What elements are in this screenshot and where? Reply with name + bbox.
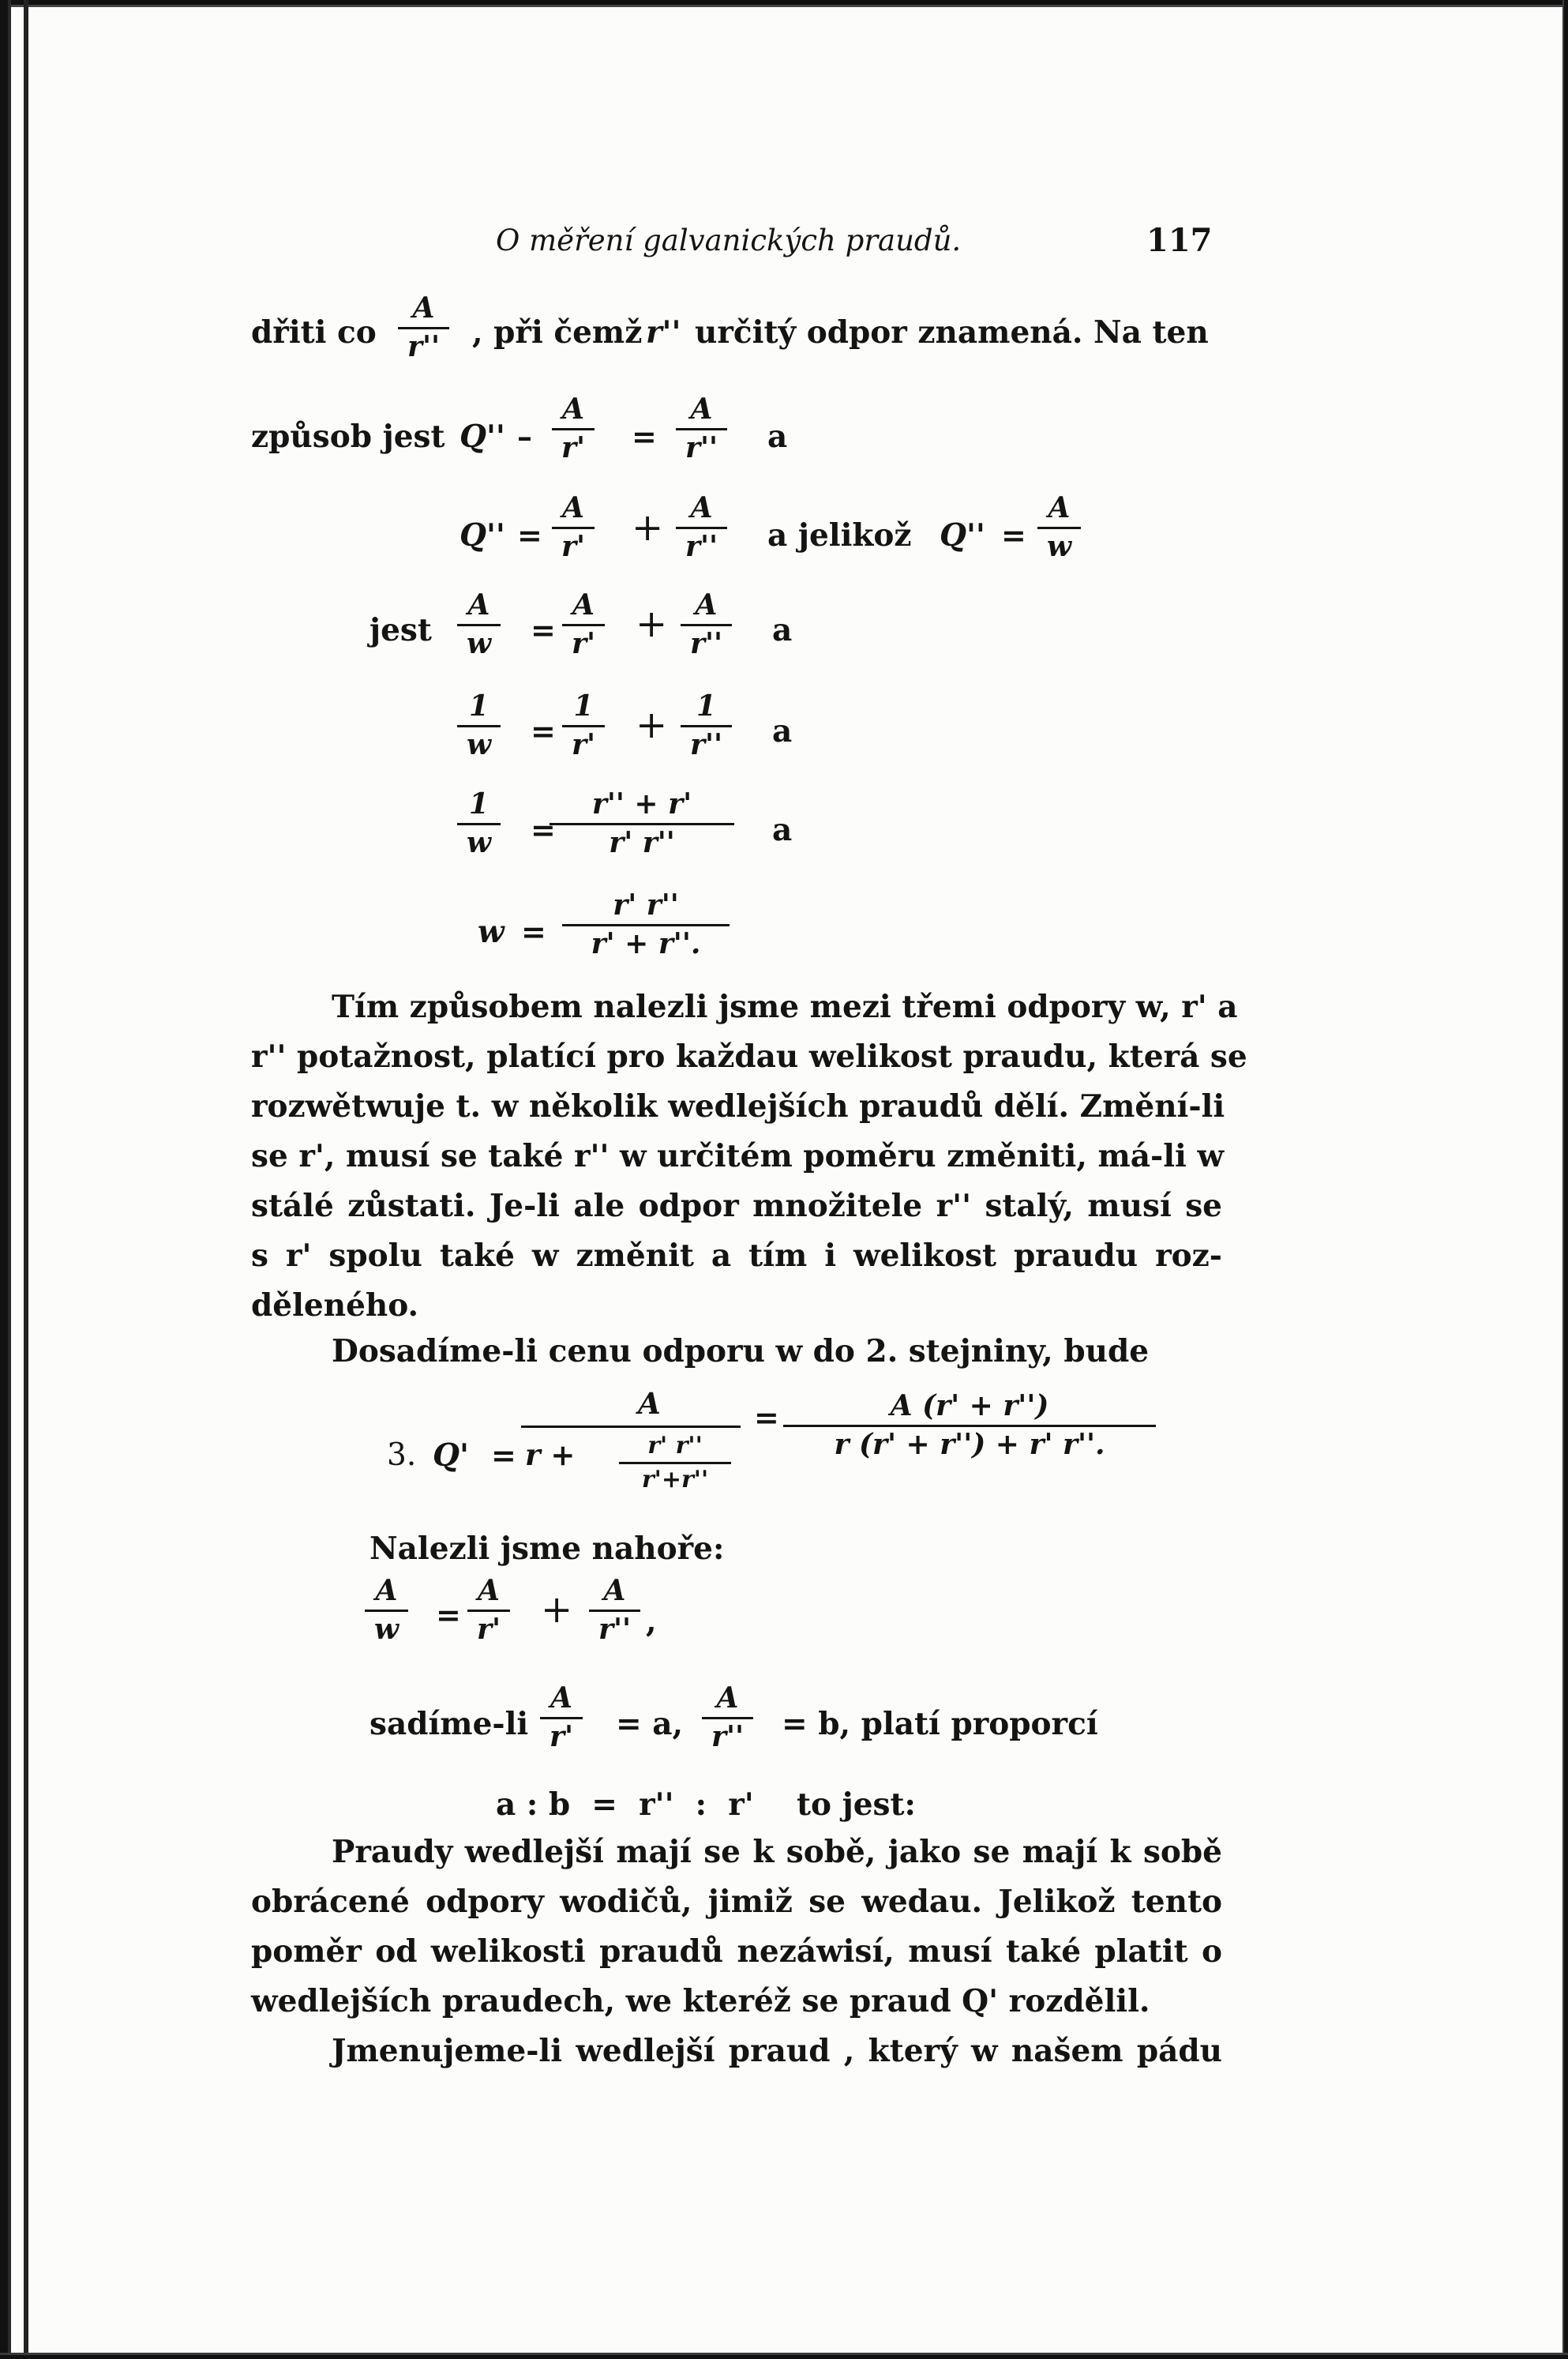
- eq-big-right-fraction: [788, 1389, 1151, 1461]
- numerator: 1: [696, 689, 717, 723]
- eq5-equals: =: [531, 812, 556, 847]
- numerator: A: [1048, 491, 1071, 524]
- denominator: r': [562, 624, 605, 659]
- denominator: w: [457, 823, 501, 858]
- intro-line1-b: , při čemž: [472, 314, 643, 351]
- denominator: r'': [681, 725, 732, 761]
- eq5-a: a: [772, 812, 793, 848]
- page-number: 117: [1146, 222, 1213, 259]
- eq7-frac-A-r1: [472, 1576, 505, 1645]
- eq-big-numerator-A: A: [638, 1386, 661, 1421]
- eq3-jest: jest: [369, 612, 432, 648]
- intro-line1-c: určitý odpor znamená. Na ten: [695, 314, 1209, 351]
- numerator: 1: [468, 689, 490, 723]
- denominator: r'+r'': [619, 1462, 731, 1493]
- denominator: w: [457, 624, 501, 659]
- eq4-frac-1-w: [462, 689, 496, 761]
- denominator: r'': [702, 1717, 753, 1752]
- denominator: r'': [398, 327, 449, 362]
- eq1-a: a: [767, 419, 788, 455]
- numerator: r' r'': [613, 888, 679, 922]
- eq2-frac-A-w: [1042, 491, 1076, 563]
- eq2-frac-A-r1: [557, 491, 590, 563]
- numerator: r'' + r': [591, 787, 692, 821]
- denominator: r': [467, 1610, 510, 1645]
- numerator: A: [562, 491, 584, 524]
- eq2-equals-b: =: [1001, 517, 1026, 553]
- denominator: w: [457, 725, 501, 761]
- intro-r2: r'': [646, 314, 681, 351]
- eq2-jelikoz: a jelikož: [767, 517, 912, 554]
- numerator: r' r'': [647, 1432, 703, 1459]
- numerator: A: [572, 588, 595, 622]
- numerator: A: [478, 1574, 500, 1607]
- eq7-plus: +: [541, 1587, 573, 1632]
- paragraph-1-line-7: děleného.: [251, 1287, 419, 1324]
- eq2-frac-A-r2: [681, 491, 722, 563]
- paragraph-2-line-3: poměr od welikosti praudů nezáwisí, musí také platit o: [251, 1933, 1222, 1970]
- paragraph-1: [251, 982, 1247, 1331]
- sadime-b-part: = b, platí proporcí: [782, 1706, 1098, 1742]
- denominator: r': [552, 527, 595, 562]
- eq4-frac-1-r2: [685, 689, 727, 761]
- intro-line1-a: dřiti co: [251, 314, 377, 351]
- eq4-a: a: [772, 713, 793, 749]
- running-header-title: O měření galvanických praudů.: [496, 224, 962, 257]
- eq7-equals: =: [436, 1597, 461, 1632]
- eq1-frac-A-r2: [681, 395, 722, 464]
- fraction-A-over-r2: [403, 291, 445, 363]
- eq3-equals: =: [531, 612, 556, 648]
- denominator: r'': [676, 428, 727, 464]
- numerator: A: [562, 393, 584, 426]
- numerator: A: [467, 588, 490, 622]
- eq2-Q2: Q'': [460, 517, 505, 554]
- numerator: A: [716, 1681, 739, 1715]
- eq4-frac-1-r1: [567, 689, 600, 761]
- numerator: A: [690, 393, 713, 426]
- sadime-label: sadíme-li: [369, 1706, 529, 1742]
- denominator: r' r'': [550, 823, 734, 858]
- eq2-Q2b: Q'': [940, 517, 985, 554]
- paragraph-1-line-6: s r' spolu také w změnit a tím i welikost praudu roz-: [251, 1238, 1222, 1274]
- numerator: A: [375, 1574, 398, 1607]
- paragraph-2-line-2: obrácené odpory wodičů, jimiž se wedau. Jelikož tento: [251, 1884, 1222, 1920]
- scan-border-left: [0, 0, 30, 2359]
- eq3-a: a: [772, 612, 793, 648]
- paragraph-2: [251, 1827, 1222, 2076]
- denominator: r'': [589, 1610, 640, 1645]
- eq5-frac-1-w: [462, 787, 496, 859]
- eq-big-equals: =: [491, 1437, 516, 1473]
- denominator: r': [552, 428, 595, 464]
- denominator: r'': [681, 624, 732, 659]
- eq4-equals: =: [531, 713, 556, 749]
- eq2-equals: =: [517, 517, 542, 553]
- eq1-minus: –: [517, 419, 532, 454]
- eq2-plus: +: [632, 505, 664, 550]
- numerator: A: [695, 588, 718, 622]
- eq3-frac-A-r1: [567, 588, 600, 660]
- eq1-equals: =: [632, 419, 657, 454]
- denominator: r': [562, 725, 605, 761]
- eq5-frac-sum-over-product: [554, 787, 730, 859]
- intro-line2-label: způsob jest: [251, 419, 445, 455]
- eq3-number: 3.: [387, 1437, 417, 1473]
- denominator: r'': [676, 527, 727, 562]
- sadime-a-part: = a,: [616, 1706, 684, 1742]
- nalezli-line: Nalezli jsme nahoře:: [369, 1531, 725, 1567]
- eq3-frac-A-w: [462, 588, 496, 660]
- eq3-plus: +: [636, 602, 668, 646]
- eq7-comma: ,: [646, 1603, 657, 1640]
- eq-big-inner-fraction: [624, 1433, 726, 1492]
- eq3-frac-A-r2: [685, 588, 727, 660]
- eq6-w: w: [478, 914, 505, 950]
- numerator: A: [603, 1574, 626, 1607]
- eq4-plus: +: [636, 703, 668, 747]
- sadime-frac-A-r1: [545, 1681, 578, 1753]
- paragraph-1-line-1: Tím způsobem nalezli jsme mezi třemi odpory w, r' a: [332, 989, 1238, 1025]
- eq1-frac-A-r1: [557, 395, 590, 464]
- numerator: 1: [468, 787, 490, 821]
- proportion-line: a : b = r'' : r' to jest:: [496, 1786, 916, 1823]
- dosadime-line: Dosadíme-li cenu odporu w do 2. stejniny, bude: [332, 1333, 1150, 1369]
- paragraph-1-line-4: se r', musí se také r'' w určitém poměru změniti, má-li w: [251, 1138, 1225, 1174]
- numerator: A (r' + r''): [890, 1389, 1049, 1422]
- denominator: r (r' + r'') + r' r''.: [783, 1425, 1156, 1460]
- scan-border-top: [0, 0, 1568, 14]
- eq-big-Q1: Q': [433, 1437, 469, 1474]
- eq-big-r-plus: r +: [525, 1437, 576, 1472]
- scan-border-bottom: [0, 2346, 1568, 2359]
- paragraph-2-line-4: wedlejších praudech, we kteréž se praud Q' rozdělil.: [251, 1983, 1150, 2019]
- eq6-equals: =: [521, 914, 546, 949]
- numerator: A: [690, 491, 713, 524]
- denominator: w: [1037, 527, 1081, 562]
- eq-big-main-bar: [521, 1426, 741, 1428]
- paragraph-1-line-5: stálé zůstati. Je-li ale odpor množitele r'' stalý, musí se: [251, 1188, 1222, 1224]
- eq-big-equals-2: =: [754, 1399, 779, 1435]
- paragraph-1-line-2: r'' potažnost, platící pro každau welikost praudu, která se: [251, 1039, 1247, 1075]
- paragraph-2-line-1: Praudy wedlejší mají se k sobě, jako se mají k sobě: [332, 1834, 1222, 1870]
- sadime-frac-A-r2: [707, 1681, 748, 1753]
- numerator: 1: [573, 689, 594, 723]
- denominator: r': [540, 1717, 583, 1752]
- paragraph-1-line-3: rozwětwuje t. w několik wedlejších praudů dělí. Změní-li: [251, 1088, 1225, 1125]
- paragraph-2-line-5: Jmenujeme-li wedlejší praud , který w našem pádu: [332, 2033, 1222, 2069]
- eq6-frac-product-over-sum: [567, 888, 725, 960]
- denominator: w: [365, 1610, 408, 1645]
- eq7-frac-A-w: [369, 1576, 403, 1645]
- numerator: A: [412, 291, 435, 325]
- eq1-Q2: Q'': [460, 419, 505, 455]
- numerator: A: [550, 1681, 572, 1715]
- eq7-frac-A-r2: [594, 1576, 636, 1645]
- denominator: r' + r''.: [562, 924, 730, 960]
- scan-border-right: [1557, 0, 1568, 2359]
